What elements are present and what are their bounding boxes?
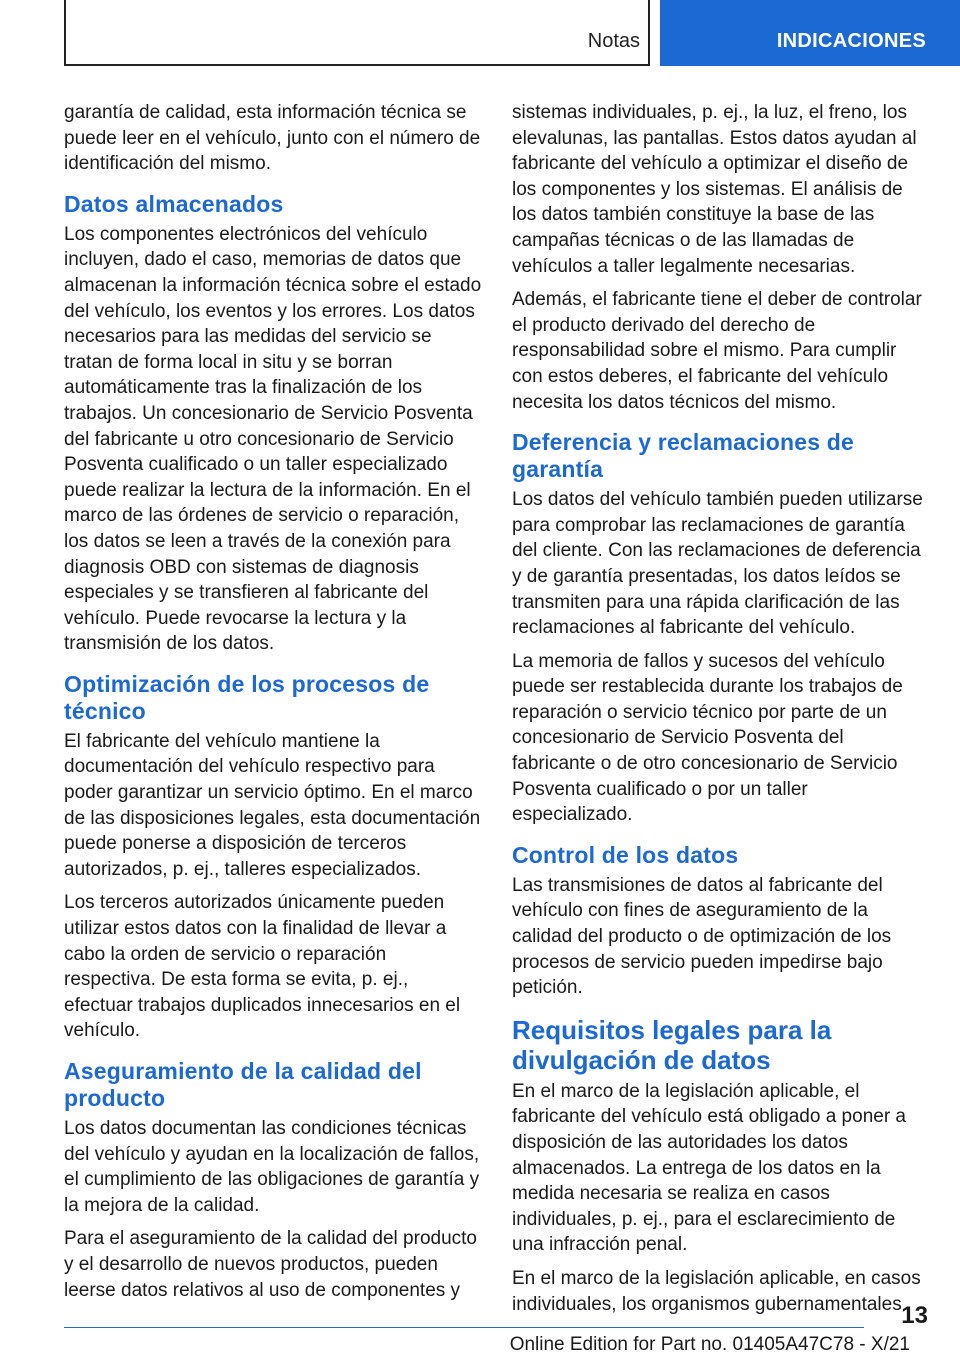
section-tab-label: INDICACIONES bbox=[776, 30, 926, 52]
heading-datos-almacenados: Datos almacenados bbox=[64, 190, 284, 217]
header-rule bbox=[64, 64, 649, 66]
paragraph: Además, el fabricante tiene el deber de controlar el producto derivado del derecho de responsabilidad sobre el mismo. Para cumplir con estos deberes, el fabricante del vehículo necesita los datos técnicos del mismo. bbox=[512, 289, 922, 413]
header-left-rule bbox=[64, 0, 66, 66]
heading-optimizacion: Optimización de los procesos de técnico bbox=[64, 670, 430, 724]
footer-rule bbox=[64, 1327, 864, 1328]
heading-deferencia: Deferencia y reclamaciones de garantía bbox=[512, 429, 855, 483]
paragraph: garantía de calidad, esta información técnica se puede leer en el vehículo, junto con el número de identificación del mismo. bbox=[64, 102, 481, 175]
header-divider bbox=[648, 0, 650, 66]
paragraph: La memoria de fallos y sucesos del vehículo puede ser restablecida durante los trabajos de reparación o servicio técnico por parte de un concesionario de Servicio Posventa del fabricante o de otro concesionario de Servicio Posventa cualificado o por un taller especializado. bbox=[512, 650, 903, 826]
paragraph: El fabricante del vehículo mantiene la documentación del vehículo respectivo para poder garantizar un servicio óptimo. En el marco de las disposiciones legales, esta documentación puede ponerse a disposición de terceros autorizados, p. ej., talleres especializados. bbox=[64, 730, 481, 880]
paragraph: sistemas individuales, p. ej., la luz, el freno, los elevalunas, las pantallas. Estos datos ayudan al fabricante del vehículo a optimizar el diseño de los componentes y los sistemas. El análisis de los datos también constituye la base de las campañas técnicas o de las llamadas de vehículos a taller legalmente necesarias. bbox=[512, 102, 917, 277]
paragraph: Los datos del vehículo también pueden utilizarse para comprobar las reclamaciones de garantía del cliente. Con las reclamaciones de deferencia y de garantía presentadas, los datos leídos se transmiten para una rápida clarificación de las reclamaciones al fabricante del vehículo. bbox=[512, 489, 923, 639]
heading-aseguramiento: Aseguramiento de la calidad del producto bbox=[64, 1058, 422, 1111]
right-column bbox=[512, 100, 928, 1325]
paragraph: Los terceros autorizados únicamente pueden utilizar estos datos con la finalidad de llevar a cabo la orden de servicio o reparación respectiva. De esta forma se evita, p. ej., efectuar trabajos duplicados innecesarios en el vehículo. bbox=[64, 892, 461, 1042]
paragraph: Los componentes electrónicos del vehículo incluyen, dado el caso, memorias de datos que almacenan la información técnica sobre el estado del vehículo, los eventos y los errores. Los datos necesarios para las medidas del servicio se tratan de forma local in situ y se borran automáticamente tras la finalización de los trabajos. Un concesionario de Servicio Posventa del fabricante u otro concesionario de Servicio Posventa cualificado o un taller especializado puede realizar la lectura de la información. En el marco de las órdenes de servicio o reparación, los datos se leen a través de la conexión para diagnosis OBD con sistemas de diagnosis especiales y se transfieren al fabricante del vehículo. Puede revocarse la lectura y la transmisión de los datos. bbox=[64, 223, 482, 655]
paragraph: Para el aseguramiento de la calidad del producto y el desarrollo de nuevos productos, pueden leerse datos relativos al uso de componentes y bbox=[64, 1228, 477, 1301]
paragraph: Las transmisiones de datos al fabricante del vehículo con fines de aseguramiento de la calidad del producto o de optimización de los procesos de servicio pueden impedirse bajo petición. bbox=[512, 874, 892, 999]
footer-edition: Online Edition for Part no. 01405A47C78 - X/21 bbox=[509, 1334, 910, 1355]
paragraph: Los datos documentan las condiciones técnicas del vehículo y ayudan en la localización de fallos, el cumplimiento de las obligaciones de garantía y la mejora de la calidad. bbox=[64, 1118, 480, 1216]
left-column bbox=[64, 100, 482, 1311]
section-tab[interactable] bbox=[660, 0, 960, 66]
paragraph: En el marco de la legislación aplicable, el fabricante del vehículo está obligado a poner a disposición de las autoridades los datos almacenados. La entrega de los datos en la medida necesaria se realiza en casos individuales, p. ej., para el esclarecimiento de una infracción penal. bbox=[512, 1080, 906, 1256]
section-label: Notas bbox=[587, 30, 640, 52]
heading-control: Control de los datos bbox=[512, 841, 739, 868]
page-number: 13 bbox=[901, 1302, 928, 1329]
paragraph: En el marco de la legislación aplicable, en casos individuales, los organismos gubernamentales bbox=[512, 1267, 921, 1315]
heading-requisitos-legales: Requisitos legales para la divulgación de datos bbox=[512, 1014, 832, 1075]
